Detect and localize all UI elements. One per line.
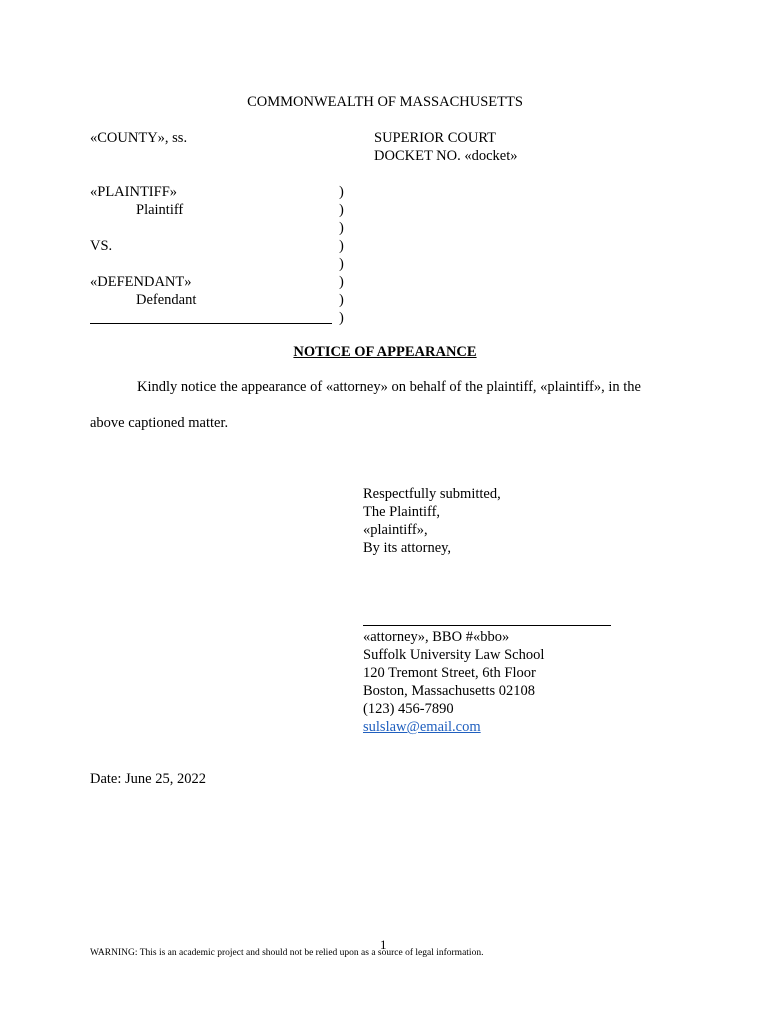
notice-body-line-1: Kindly notice the appearance of «attorney» on behalf of the plaintiff, «plaintiff», in the [137,379,641,395]
caption-paren: ) [339,220,344,236]
phone-number: (123) 456-7890 [363,701,454,717]
signature-block [363,485,501,557]
street-address: 120 Tremont Street, 6th Floor [363,665,536,681]
notice-body-line-2: above captioned matter. [90,415,229,431]
caption-divider [90,309,332,324]
caption-paren: ) [339,292,344,308]
plaintiff-placeholder: «plaintiff», [363,522,428,538]
page-number: 1 [380,937,387,952]
date-line: Date: June 25, 2022 [90,771,206,787]
docket-number: DOCKET NO. «docket» [374,148,518,164]
respectfully-submitted: Respectfully submitted, [363,486,501,502]
signature-line [363,625,611,626]
versus-label: VS. [90,238,113,254]
defendant-name: «DEFENDANT» [90,274,192,290]
attorney-bbo: «attorney», BBO #«bbo» [363,629,510,645]
party-label: The Plaintiff, [363,504,441,520]
notice-title: NOTICE OF APPEARANCE [293,344,477,360]
plaintiff-role: Plaintiff [136,202,184,218]
footer-warning: WARNING: This is an academic project and should not be relied upon as a source of legal information. [90,948,484,958]
caption-paren: ) [339,274,344,290]
caption-paren: ) [339,310,344,326]
caption-paren: ) [339,256,344,272]
caption-paren: ) [339,184,344,200]
school-name: Suffolk University Law School [363,647,545,663]
commonwealth-heading: COMMONWEALTH OF MASSACHUSETTS [247,94,523,110]
caption-spacer [90,255,332,273]
city-state-zip: Boston, Massachusetts 02108 [363,683,535,699]
caption-spacer [90,219,332,237]
attorney-contact [363,628,544,736]
county-label: «COUNTY», ss. [90,130,188,146]
plaintiff-name: «PLAINTIFF» [90,184,178,200]
email-link[interactable]: sulslaw@email.com [363,719,481,735]
caption-paren: ) [339,202,344,218]
caption-parentheses [339,183,344,327]
by-attorney: By its attorney, [363,540,452,556]
case-caption [90,183,332,324]
defendant-role: Defendant [136,292,197,308]
court-label: SUPERIOR COURT [374,130,496,146]
caption-paren: ) [339,238,344,254]
